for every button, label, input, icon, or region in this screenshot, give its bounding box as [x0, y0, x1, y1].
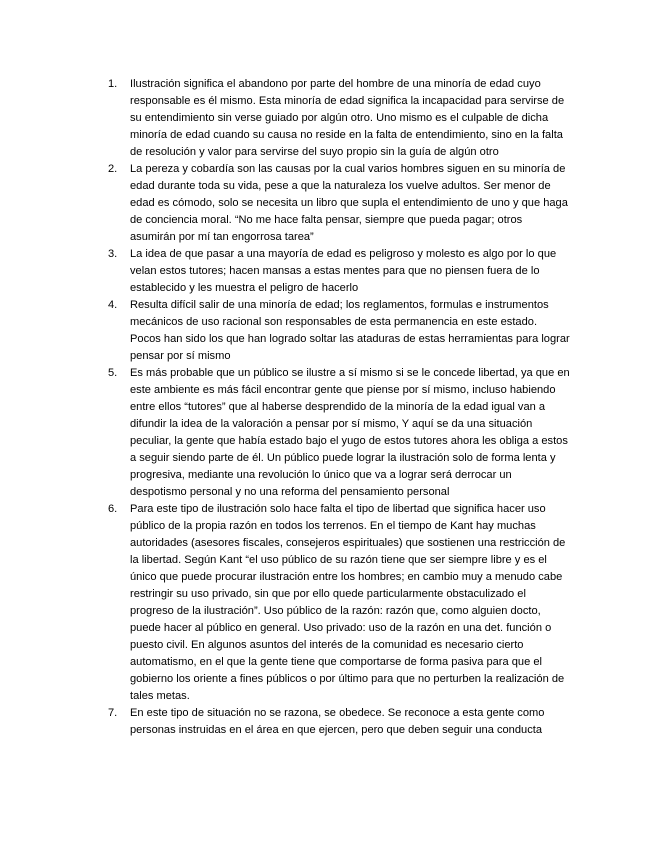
list-item-number: 3. — [108, 248, 118, 260]
list-item — [108, 365, 570, 501]
list-item-text: Ilustración significa el abandono por parte del hombre de una minoría de edad cuyo responsable es él mismo. Esta minoría de edad significa la incapacidad para servirse de su entendimiento sin verse guiado por algún otro. Uno mismo es el culpable de dicha minoría de edad cuando su causa no reside en la falta de entendimiento, sino en la falta de resolución y valor para servirse del suyo propio sin la guía de algún otro — [130, 78, 565, 158]
list-item — [108, 246, 570, 297]
list-item — [108, 161, 570, 246]
list-item-text: La idea de que pasar a una mayoría de edad es peligroso y molesto es algo por lo que velan estos tutores; hacen mansas a estas mentes para que no piensen fuera de lo establecido y les muestra el peligro de hacerlo — [130, 248, 557, 294]
list-item-text: Para este tipo de ilustración solo hace falta el tipo de libertad que significa hacer uso público de la propia razón en todos los terrenos. En el tiempo de Kant hay muchas autoridades (asesores fiscales, consejeros espirituales) que sostienen una restricción de la libertad. Según Kant “el uso público de su razón tiene que ser siempre libre y es el único que puede procurar ilustración entre los hombres; en cambio muy a menudo cabe restringir su uso privado, sin que por ello quede particularmente obstaculizado el progreso de la ilustración”. Uso público de la razón: razón que, como alguien docto, puede hacer al público en general. Uso privado: uso de la razón en una det. función o puesto civil. En algunos asuntos del interés de la comunidad es necesario cierto automatismo, en el que la gente tiene que comportarse de forma pasiva para que el gobierno los oriente a fines públicos o por último para que no perturben la realización de tales metas. — [130, 503, 566, 702]
list-item-number: 1. — [108, 78, 118, 90]
list-item-number: 7. — [108, 707, 118, 719]
list-item-text: En este tipo de situación no se razona, se obedece. Se reconoce a esta gente como personas instruidas en el área en que ejercen, pero que deben seguir una conducta — [130, 707, 545, 736]
list-item — [108, 501, 570, 705]
list-item-text: Resulta difícil salir de una minoría de edad; los reglamentos, formulas e instrumentos mecánicos de uso racional son responsables de esta permanencia en este estado. Pocos han sido los que han logrado soltar las ataduras de estas herramientas para lograr pensar por sí mismo — [130, 299, 570, 362]
list-item-number: 2. — [108, 163, 118, 175]
list-item-text: La pereza y cobardía son las causas por la cual varios hombres siguen en su minoría de edad durante toda su vida, pese a que la naturaleza los vuelve adultos. Ser menor de edad es cómodo, solo se necesita un libro que supla el entendimiento de uno y que haga de conciencia moral. “No me hace falta pensar, siempre que pueda pagar; otros asumirán por mí tan engorrosa tarea” — [130, 163, 568, 243]
list-item-number: 5. — [108, 367, 118, 379]
numbered-list — [108, 76, 570, 739]
list-item-text: Es más probable que un público se ilustre a sí mismo si se le concede libertad, ya que en este ambiente es más fácil encontrar gente que piense por sí mismo, incluso habiendo entre ellos “tutores” que al haberse desprendido de la minoría de la edad igual van a difundir la idea de la valoración a pensar por sí mismo, Y aquí se da una situación peculiar, la gente que había estado bajo el yugo de estos tutores ahora les obliga a estos a seguir siendo parte de él. Un público puede lograr la ilustración solo de forma lenta y progresiva, mediante una revolución lo único que va a lograr será derrocar un despotismo personal y no una reforma del pensamiento personal — [130, 367, 570, 498]
list-item — [108, 297, 570, 365]
list-item — [108, 705, 570, 739]
list-item-number: 6. — [108, 503, 118, 515]
list-item-number: 4. — [108, 299, 118, 311]
list-item — [108, 76, 570, 161]
